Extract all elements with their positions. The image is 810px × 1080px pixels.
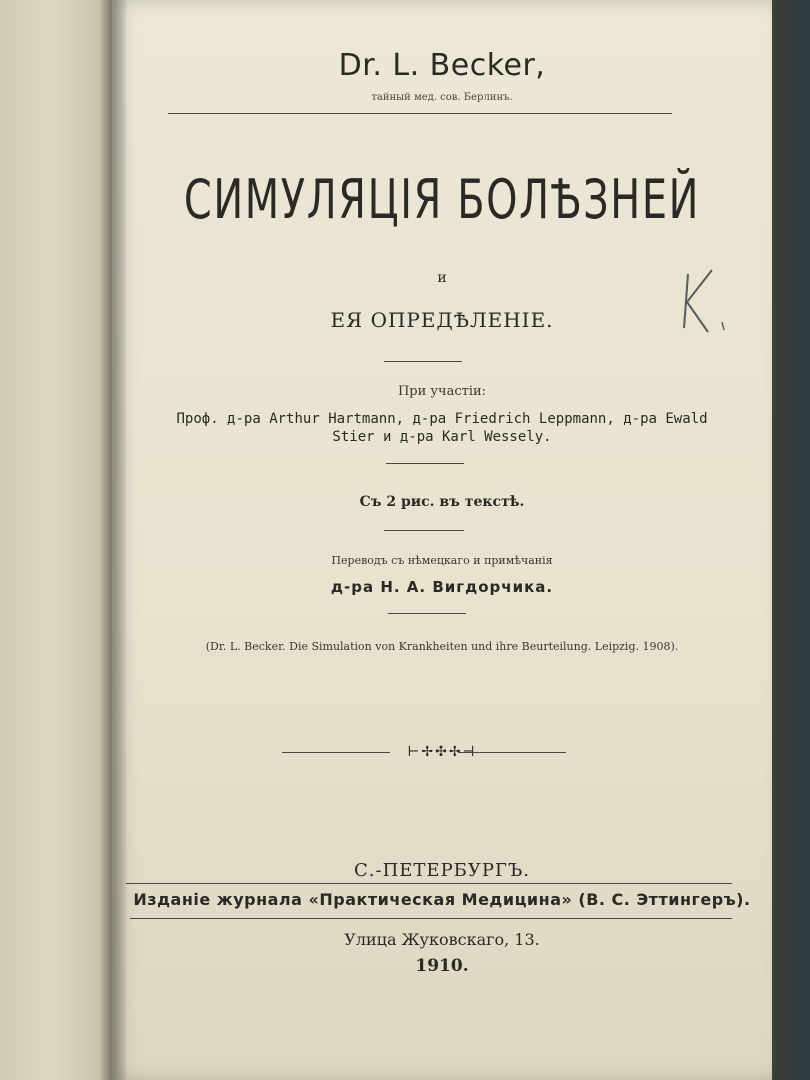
city: С.-ПЕТЕРБУРГЪ. — [354, 860, 530, 881]
author-rule — [168, 113, 672, 114]
publisher: Изданіе журнала «Практическая Медицина» (В. С. Эттингеръ). — [133, 890, 751, 909]
publisher-rule-top — [126, 883, 732, 884]
participants-line-1: Проф. д-ра Arthur Hartmann, д-ра Friedrich Leppmann, д-ра Ewald — [176, 411, 708, 427]
divider-4 — [388, 613, 466, 614]
page-gutter — [100, 0, 126, 1080]
divider-1 — [384, 361, 462, 362]
translator-name: д-ра Н. А. Вигдорчика. — [330, 578, 554, 596]
original-reference: (Dr. L. Becker. Die Simulation von Krankheiten und ihre Beurteilung. Leipzig. 1908). — [205, 640, 679, 653]
divider-2 — [386, 463, 464, 464]
divider-3 — [384, 530, 464, 531]
book-title: СИМУЛЯЦІЯ БОЛѢЗНЕЙ — [183, 168, 701, 231]
figures-note: Съ 2 рис. въ текстѣ. — [359, 494, 525, 510]
title-page — [112, 0, 772, 1080]
address: Улица Жуковскаго, 13. — [344, 930, 540, 949]
handwritten-mark — [678, 268, 738, 348]
year: 1910. — [415, 956, 469, 976]
publisher-rule-bottom — [130, 918, 732, 919]
participants-line-2: Stier и д-ра Karl Wessely. — [332, 429, 552, 445]
title-conjunction: и — [437, 270, 447, 286]
translation-note: Переводъ съ нѣмецкаго и примѣчанія — [331, 554, 553, 567]
author-name: Dr. L. Becker, — [338, 48, 546, 83]
author-title: тайный мед. сов. Берлинъ. — [371, 92, 513, 103]
ornament: ⊢✢✣✢⊣ — [407, 744, 477, 760]
book-subtitle: ЕЯ ОПРЕДѢЛЕНІЕ. — [330, 308, 554, 332]
participation-heading: При участіи: — [397, 384, 487, 399]
ornament-rule-right — [458, 752, 566, 753]
participants — [112, 410, 772, 446]
